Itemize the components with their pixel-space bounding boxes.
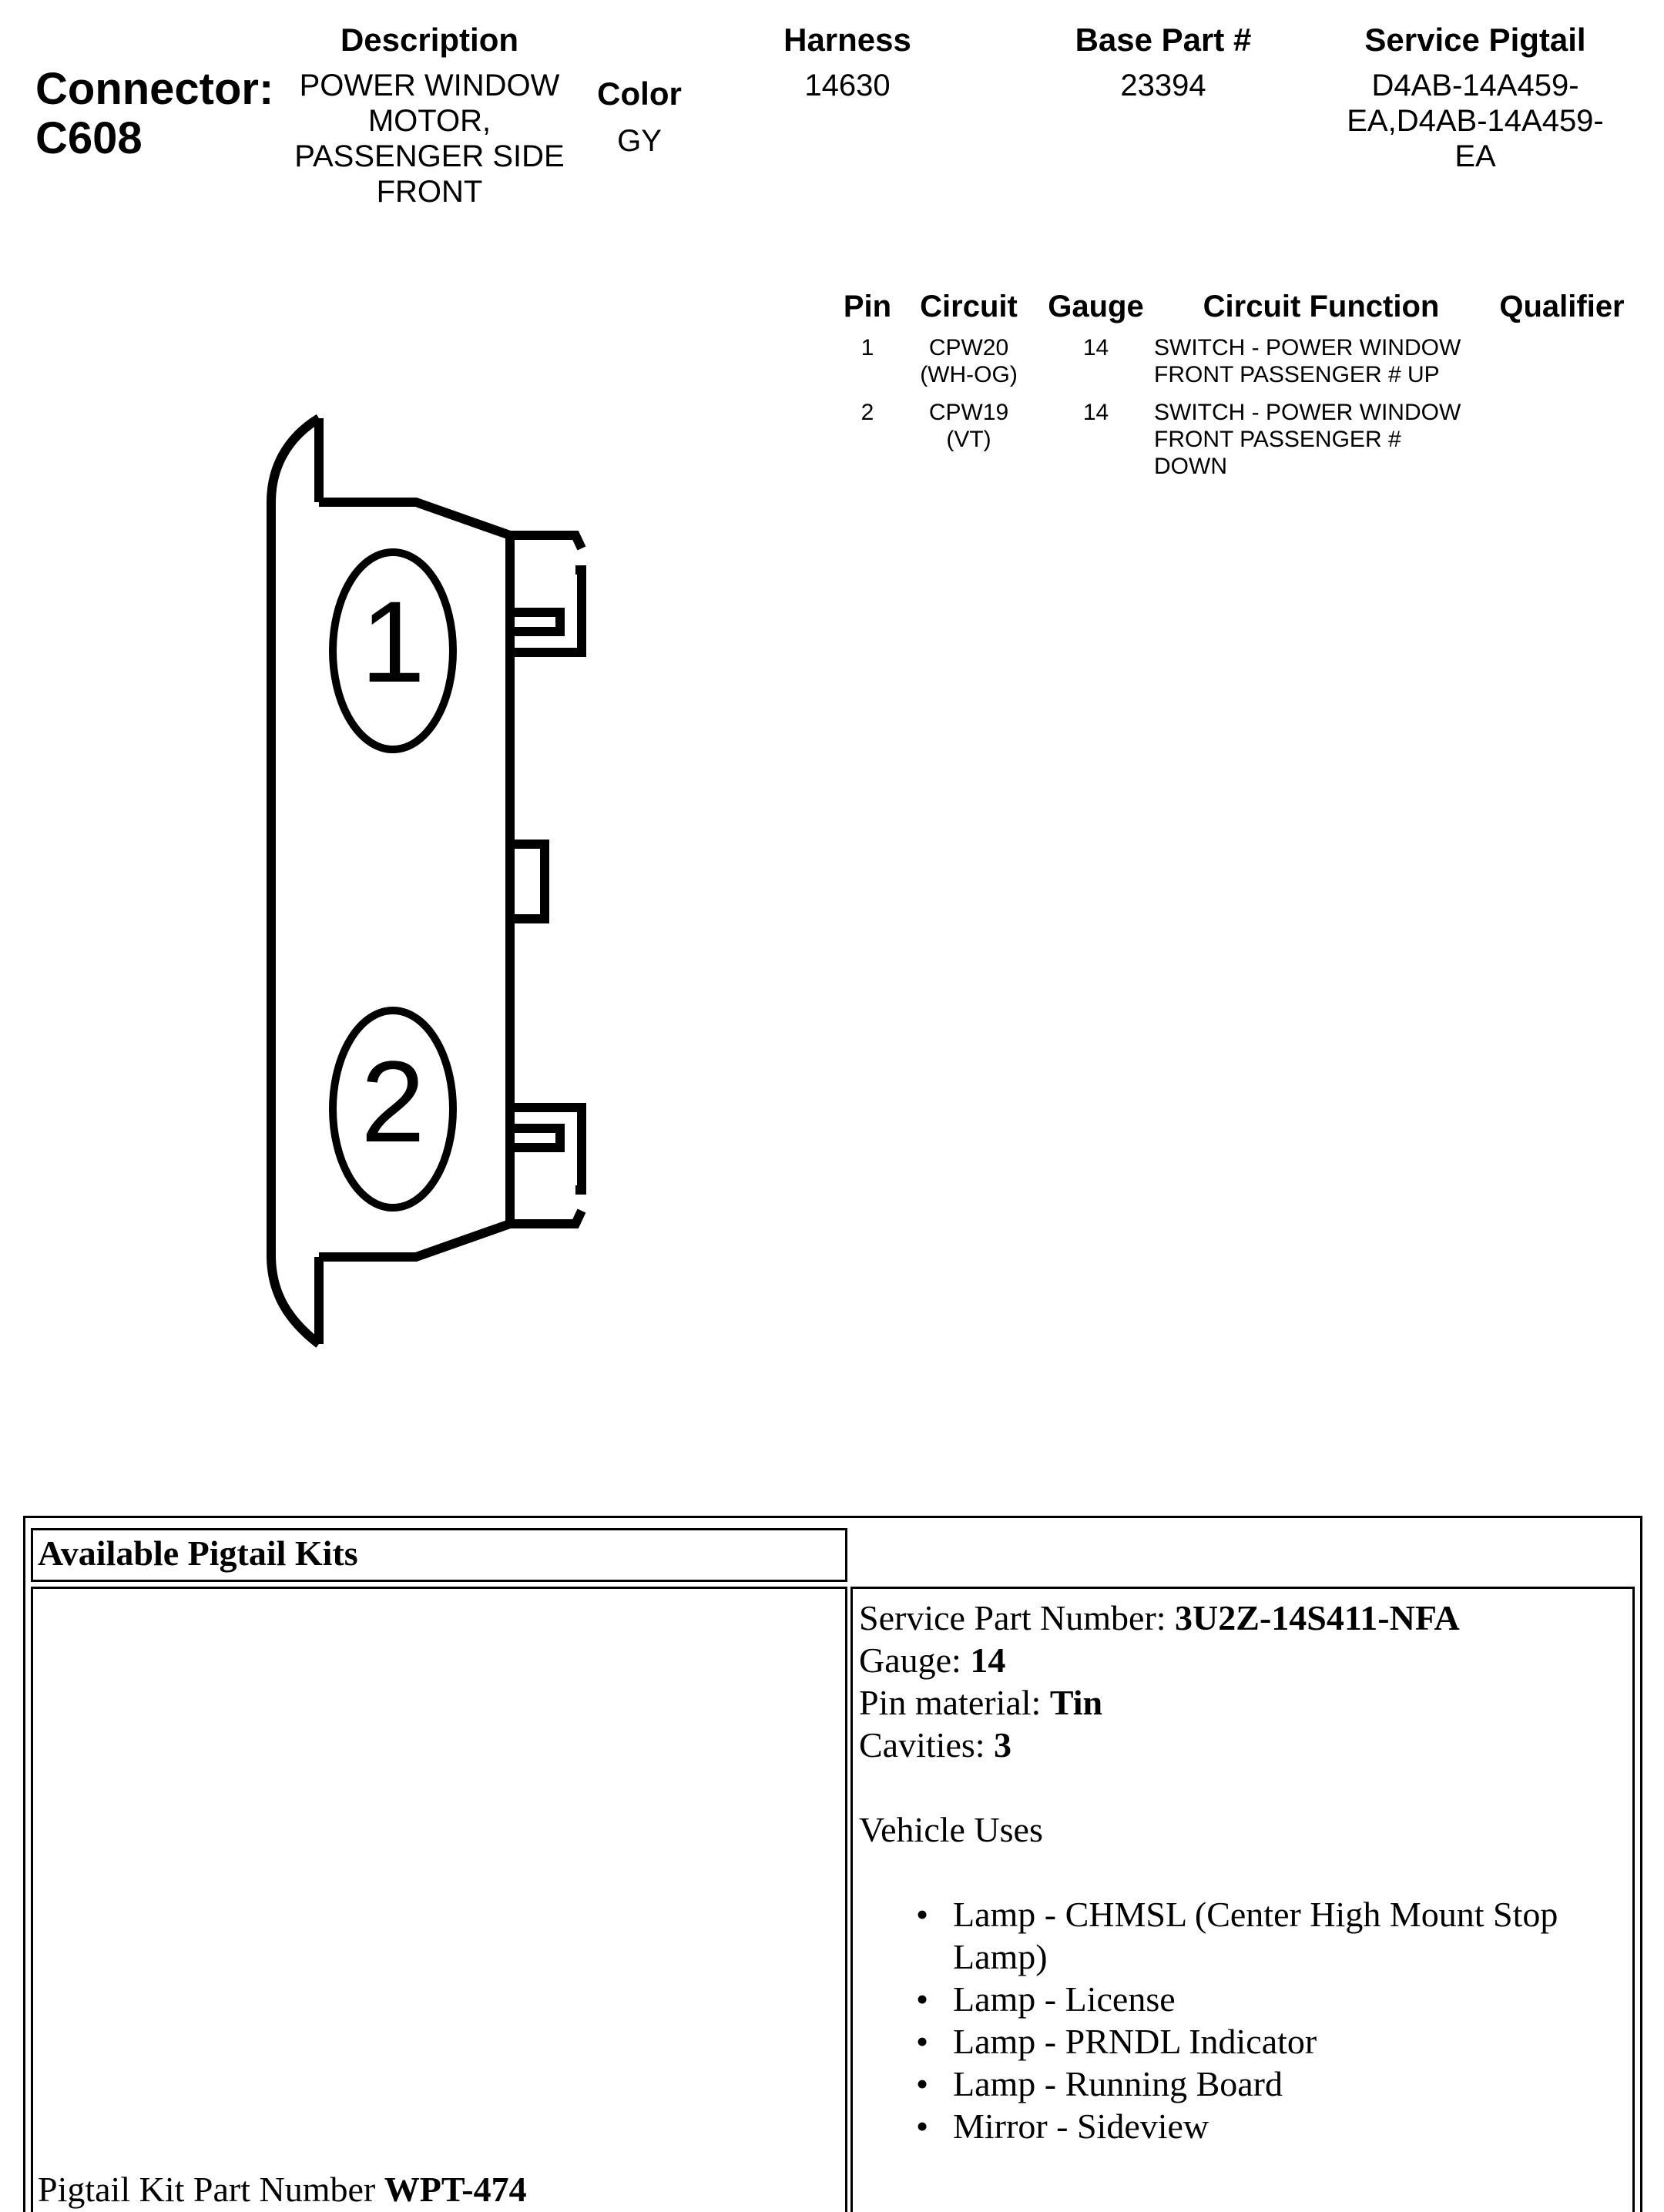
harness-value: 14630 [804, 69, 891, 102]
function-line: SWITCH - POWER WINDOW [1154, 400, 1461, 425]
gauge-value: 14 [970, 1641, 1006, 1680]
list-item [916, 2105, 1623, 2147]
circuit-column-header: Circuit [920, 290, 1018, 323]
top-latch-outline [510, 535, 582, 548]
description-header: Description [340, 22, 519, 58]
kit-part-value: WPT-474 [384, 2170, 527, 2209]
gauge-label: Gauge: [859, 1641, 961, 1680]
pin-material-label: Pin material: [859, 1683, 1042, 1722]
pigtail-kit-part-number [38, 2168, 527, 2210]
vehicle-use-text: Lamp - Running Board [953, 2064, 1283, 2103]
bullet-icon: • [916, 2022, 929, 2061]
cavities-label: Cavities: [859, 1725, 985, 1765]
description-line: PASSENGER SIDE [294, 139, 565, 173]
color-value: GY [617, 124, 662, 158]
base-part-value: 23394 [1120, 69, 1206, 102]
service-part-value: 3U2Z-14S411-NFA [1175, 1598, 1460, 1637]
service-pigtail-value [1310, 68, 1641, 174]
function-line: DOWN [1154, 454, 1227, 479]
bottom-latch-outline [510, 1211, 582, 1224]
service-part-number-line [859, 1597, 1629, 1639]
cavities-line [859, 1724, 1629, 1766]
qualifier-column-header: Qualifier [1499, 290, 1625, 323]
service-pigtail-line: EA,D4AB-14A459- [1347, 104, 1604, 138]
pin-1-label: 1 [361, 577, 425, 706]
vehicle-uses-heading: Vehicle Uses [859, 1810, 1043, 1849]
vehicle-use-text: Mirror - Sideview [953, 2106, 1209, 2146]
top-latch-tab [510, 612, 560, 632]
list-item [916, 2020, 1623, 2063]
vehicle-use-text: Lamp - License [953, 1979, 1176, 2019]
pin-column-header: Pin [843, 290, 892, 323]
gauge-line [859, 1639, 1629, 1681]
circuit-line: (WH-OG) [920, 362, 1018, 387]
top-shoulder [319, 502, 510, 535]
service-part-cell [850, 1587, 1635, 2212]
description-line: POWER WINDOW [299, 69, 560, 102]
circuit-function-cell [1154, 399, 1478, 480]
list-item [916, 1978, 1623, 2020]
pin-cell: 1 [861, 335, 874, 360]
gauge-cell: 14 [1082, 335, 1109, 360]
vehicle-use-text: Lamp - PRNDL Indicator [953, 2022, 1317, 2061]
connector-label [35, 65, 273, 163]
connector-id: C608 [35, 113, 143, 163]
description-line: FRONT [376, 175, 483, 209]
pin-2-label: 2 [361, 1037, 425, 1166]
function-line: SWITCH - POWER WINDOW [1154, 335, 1461, 360]
connector-face-diagram [231, 385, 632, 1386]
description-value [273, 68, 585, 209]
circuit-function-column-header: Circuit Function [1203, 290, 1440, 323]
bottom-latch-tab [510, 1128, 560, 1148]
pin-cell: 2 [861, 400, 874, 425]
description-line: MOTOR, [367, 104, 491, 138]
circuit-line: CPW19 [928, 400, 1009, 425]
connector-label-text: Connector: [35, 64, 274, 114]
service-pigtail-line: D4AB-14A459- [1371, 69, 1579, 102]
pigtail-section-title-box [31, 1528, 847, 1582]
service-pigtail-header: Service Pigtail [1364, 22, 1586, 58]
pin-material-line [859, 1681, 1629, 1724]
circuit-function-cell [1154, 334, 1478, 388]
cavities-value: 3 [994, 1725, 1012, 1765]
bullet-icon: • [916, 2106, 929, 2146]
function-line: FRONT PASSENGER # [1154, 427, 1401, 452]
vehicle-uses-list [916, 1893, 1623, 2147]
circuit-cell [905, 334, 1032, 388]
bottom-shoulder [319, 1224, 510, 1257]
list-item [916, 1893, 1623, 1978]
circuit-line: CPW20 [928, 335, 1009, 360]
list-item [916, 2063, 1623, 2105]
function-line: FRONT PASSENGER # UP [1154, 362, 1440, 387]
pin-material-value: Tin [1049, 1683, 1103, 1722]
top-flange-curve [271, 418, 319, 502]
service-pigtail-line: EA [1454, 139, 1496, 173]
service-part-details [859, 1597, 1629, 2147]
middle-key [510, 844, 545, 919]
bullet-icon: • [916, 2064, 929, 2103]
kit-part-label: Pigtail Kit Part Number [38, 2170, 376, 2209]
harness-header: Harness [783, 22, 911, 58]
color-header: Color [597, 75, 682, 112]
pigtail-kit-cell [31, 1587, 847, 2212]
gauge-cell: 14 [1082, 400, 1109, 425]
base-part-header: Base Part # [1075, 22, 1252, 58]
bullet-icon: • [916, 1979, 929, 2019]
service-part-label: Service Part Number: [859, 1598, 1166, 1637]
bottom-flange-curve [271, 1255, 319, 1344]
circuit-cell [905, 399, 1032, 453]
pigtail-section-title: Available Pigtail Kits [38, 1533, 358, 1573]
gauge-column-header: Gauge [1048, 290, 1144, 323]
bullet-icon: • [916, 1895, 929, 1934]
vehicle-use-text: Lamp - CHMSL (Center High Mount Stop Lamp) [953, 1895, 1558, 1976]
circuit-line: (VT) [946, 427, 991, 452]
